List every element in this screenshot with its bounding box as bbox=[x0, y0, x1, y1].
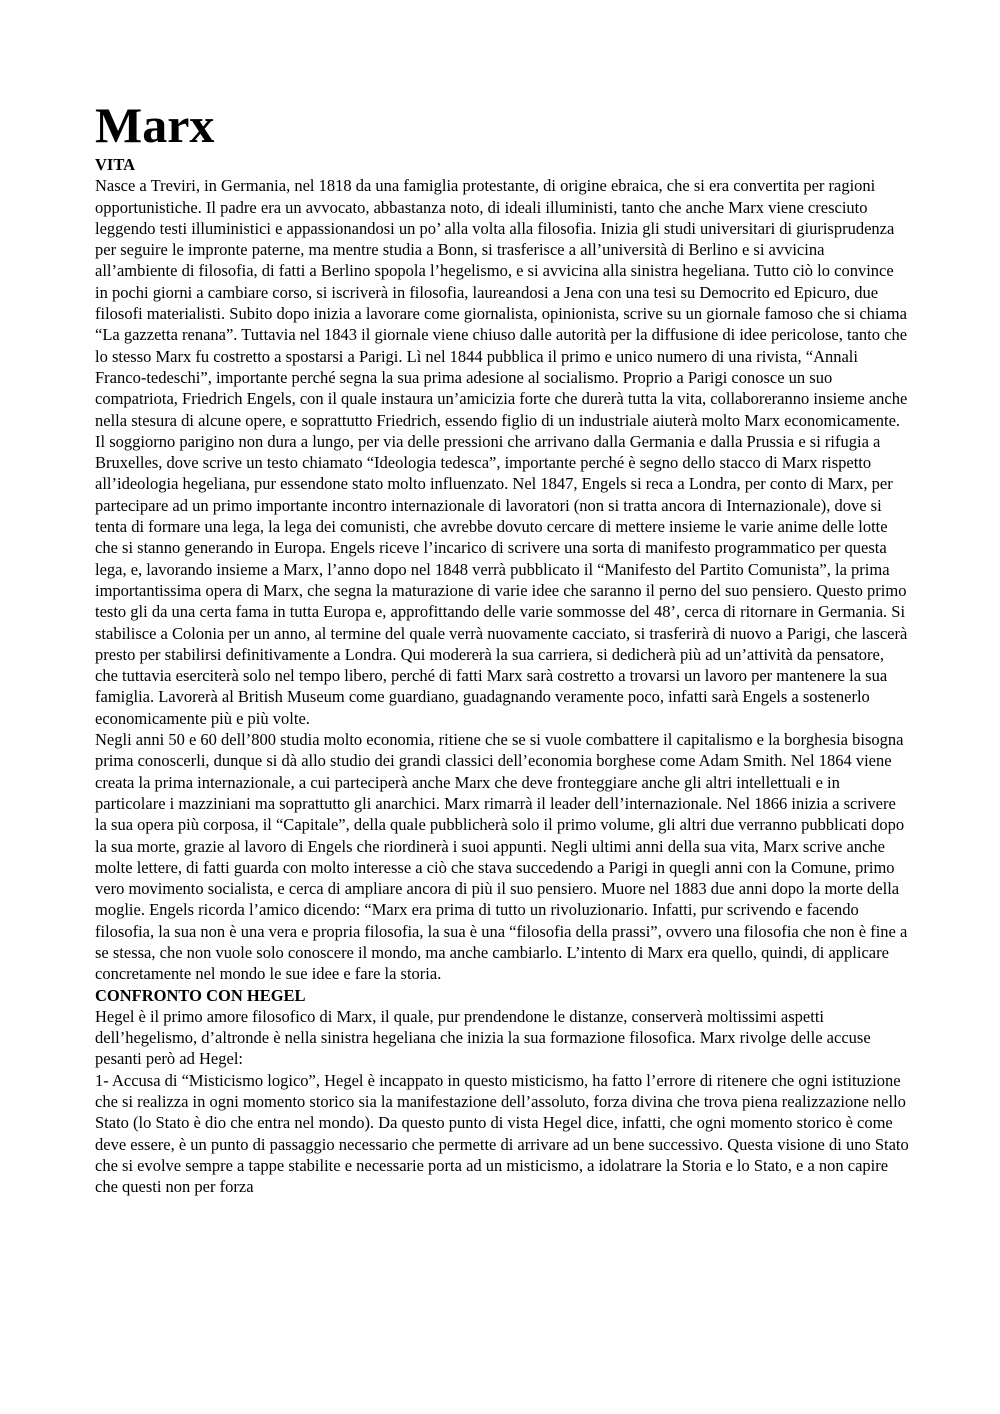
paragraph-vita-2: Negli anni 50 e 60 dell’800 studia molto economia, ritiene che se si vuole combattere il capitalismo e la borghesia bisogna prima conoscerli, dunque si dà allo studio dei grandi classici dell’economia borghese come Adam Smith. Nel 1864 viene creata la prima internazionale, a cui parteciperà anche Marx che deve fronteggiare anche gli altri intellettuali e in particolare i mazziniani ma soprattutto gli anarchici. Marx rimarrà il leader dell’internazionale. Nel 1866 inizia a scrivere la sua opera più corposa, il “Capitale”, della quale pubblicherà solo il primo volume, gli altri due verranno pubblicati dopo la sua morte, grazie al lavoro di Engels che riordinerà i suoi appunti. Negli ultimi anni della sua vita, Marx scrive anche molte lettere, di fatti guarda con molto interesse a ciò che stava succedendo a Parigi in quegli anni con la Comune, primo vero movimento socialista, e cerca di ampliare ancora di più il suo pensiero. Muore nel 1883 due anni dopo la morte della moglie. Engels ricorda l’amico dicendo: “Marx era prima di tutto un rivoluzionario. Infatti, pur scrivendo e facendo filosofia, la sua non è una vera e propria filosofia, la sua è una “filosofia della prassi”, ovvero una filosofia che non è fine a se stessa, che non vuole solo conoscere il mondo, ma anche cambiarlo. L’intento di Marx era quello, quindi, di applicare concretamente nel mondo le sue idee e fare la storia. bbox=[95, 730, 908, 984]
document-page bbox=[95, 96, 910, 1198]
section-heading-vita: VITA bbox=[95, 155, 136, 174]
page-title: Marx bbox=[95, 97, 215, 153]
section-heading-confronto: CONFRONTO CON HEGEL bbox=[95, 985, 306, 1005]
paragraph-confronto-1: Hegel è il primo amore filosofico di Marx, il quale, pur prendendone le distanze, conserverà moltissimi aspetti dell’hegelismo, d’altronde è nella sinistra hegeliana che inizia la sua formazione filosofica. Marx rivolge delle accuse pesanti però ad Hegel: bbox=[95, 1006, 871, 1069]
paragraph-vita-1: Nasce a Treviri, in Germania, nel 1818 da una famiglia protestante, di origine ebraica, che si era convertita per ragioni opportunistiche. Il padre era un avvocato, abbastanza noto, di ideali illuministi, tanto che anche Marx viene cresciuto leggendo testi illuministici e appassionandosi un po’ alla volta alla filosofia. Inizia gli studi universitari di giurisprudenza per seguire le impronte paterne, ma mentre studia a Bonn, si trasferisce a all’università di Berlino e si avvicina all’ambiente di filosofia, di fatti a Berlino spopola l’hegelismo, e si avvicina alla sinistra hegeliana. Tutto ciò lo convince in pochi giorni a cambiare corso, si iscriverà in filosofia, laureandosi a Jena con una tesi su Democrito ed Epicuro, due filosofi materialisti. Subito dopo inizia a lavorare come giornalista, opinionista, scrive su un giornale famoso che si chiama “La gazzetta renana”. Tuttavia nel 1843 il giornale viene chiuso dalle autorità per la diffusione di idee pericolose, tanto che lo stesso Marx fu costretto a spostarsi a Parigi. Lì nel 1844 pubblica il primo e unico numero di una rivista, “Annali Franco-tedeschi”, importante perché segna la sua prima adesione al socialismo. Proprio a Parigi conosce un suo compatriota, Friedrich Engels, con il quale instaura un’amicizia forte che durerà tutta la vita, collaboreranno insieme anche nella stesura di alcune opere, e soprattutto Friedrich, essendo figlio di un industriale aiuterà molto Marx economicamente. Il soggiorno parigino non dura a lungo, per via delle pressioni che arrivano dalla Germania e dalla Prussia e si rifugia a Bruxelles, dove scrive un testo chiamato “Ideologia tedesca”, importante perché è segno dello stacco di Marx rispetto all’ideologia hegeliana, pur essendone stato molto influenzato. Nel 1847, Engels si reca a Londra, per conto di Marx, per partecipare ad un primo importante incontro internazionale di lavoratori (non si tratta ancora di Internazionale), dove si tenta di formare una lega, la lega dei comunisti, che avrebbe dovuto cercare di mettere insieme le varie anime delle lotte che si stanno generando in Europa. Engels riceve l’incarico di scrivere una sorta di manifesto programmatico per questa lega, e, lavorando insieme a Marx, l’anno dopo nel 1848 verrà pubblicato il “Manifesto del Partito Comunista”, la prima importantissima opera di Marx, che segna la maturazione di varie idee che saranno il perno del suo pensiero. Questo primo testo gli da una certa fama in tutta Europa e, approfittando delle varie sommosse del 48’, cerca di ritornare in Germania. Si stabilisce a Colonia per un anno, al termine del quale verrà nuovamente cacciato, si trasferirà di nuovo a Parigi, che lascerà presto per stabilirsi definitivamente a Londra. Qui modererà la sua carriera, si dedicherà più ad un’attività da pensatore, che tuttavia eserciterà solo nel tempo libero, perché di fatti Marx sarà costretto a trovarsi un lavoro per mantenere la sua famiglia. Lavorerà al British Museum come guardiano, guadagnando veramente poco, infatti sarà Engels a sostenerlo economicamente più e più volte. bbox=[95, 176, 908, 728]
paragraph-confronto-2: 1- Accusa di “Misticismo logico”, Hegel è incappato in questo misticismo, ha fatto l’errore di ritenere che ogni istituzione che si realizza in ogni momento storico sia la manifestazione dell’assoluto, forza divina che trova piena realizzazione nello Stato (lo Stato è dio che entra nel mondo). Da questo punto di vista Hegel dice, infatti, che ogni momento storico è come deve essere, è un punto di passaggio necessario che permette di arrivare ad un bene successivo. Questa visione di uno Stato che si evolve sempre a tappe stabilite e necessarie porta ad un misticismo, a idolatrare la Storia e lo Stato, e a non capire che questi non per forza bbox=[95, 1070, 909, 1197]
